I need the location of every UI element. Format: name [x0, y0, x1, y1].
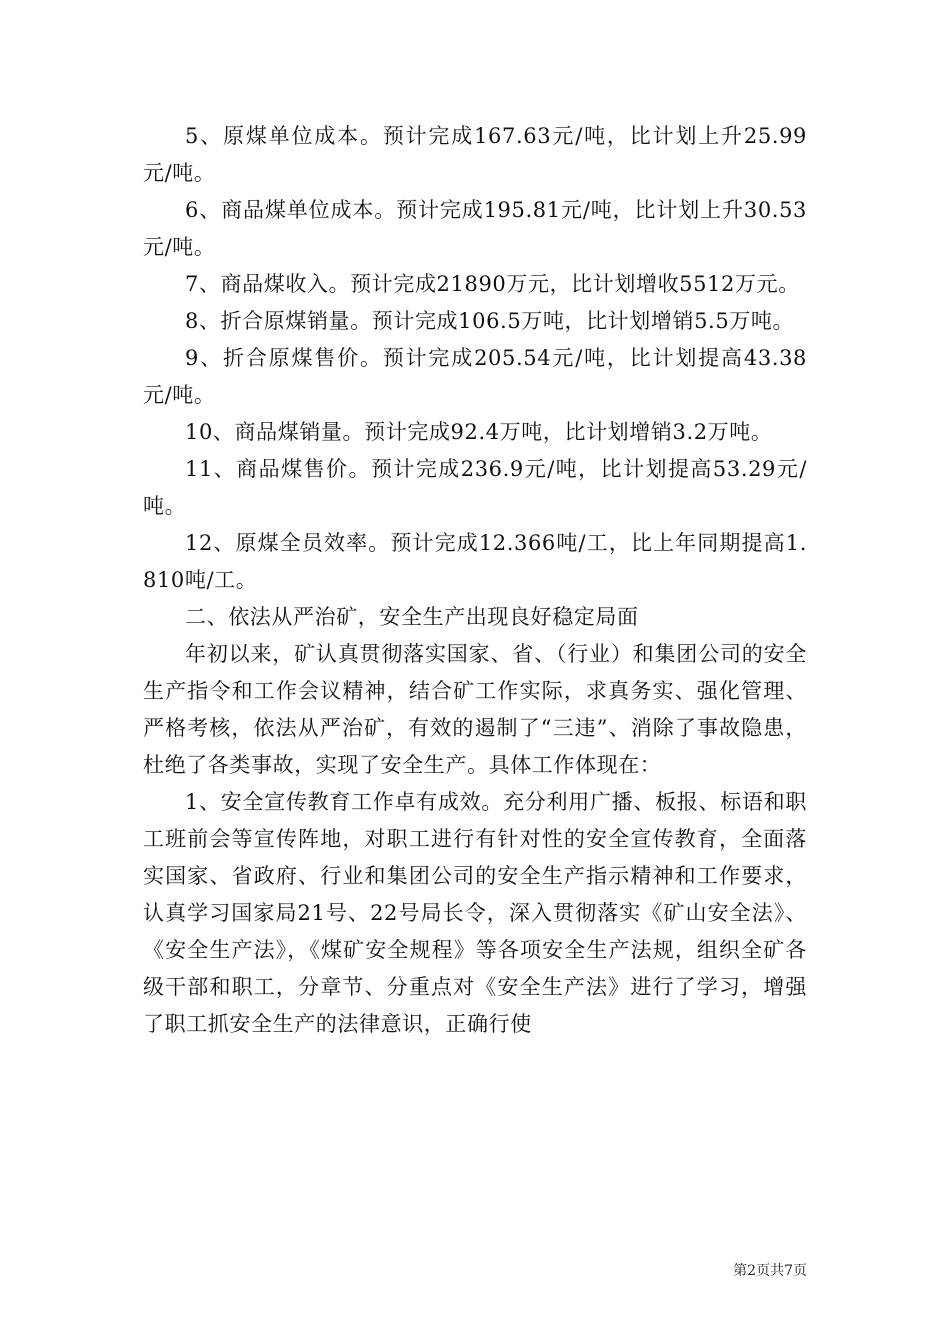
paragraph-safety-education: 1、安全宣传教育工作卓有成效。充分利用广播、板报、标语和职工班前会等宣传阵地，对职工进行有针对性的安全宣传教育，全面落实国家、省政府、行业和集团公司的安全生产指示精神和工作要求，认真学习国家局21号、22号局长令，深入贯彻落实《矿山安全法》、《安全生产法》，《煤矿安全规程》等各项安全生产法规，组织全矿各级干部和职工，分章节、分重点对《安全生产法》进行了学习，增强了职工抓安全生产的法律意识，正确行使 — [143, 790, 807, 1036]
page-number: 第2页共7页 — [733, 1263, 807, 1279]
paragraph-item-6-commercial-coal-unit-cost: 6、商品煤单位成本。预计完成195.81元/吨，比计划上升30.53元/吨。 — [143, 198, 807, 259]
paragraph-item-9-raw-coal-price: 9、折合原煤售价。预计完成205.54元/吨，比计划提高43.38元/吨。 — [143, 346, 807, 407]
paragraph-item-11-commercial-coal-price: 11、商品煤售价。预计完成236.9元/吨，比计划提高53.29元/吨。 — [143, 457, 807, 518]
section-heading-safety: 二、依法从严治矿，安全生产出现良好稳定局面 — [185, 605, 639, 629]
paragraph-item-5-raw-coal-unit-cost: 5、原煤单位成本。预计完成167.63元/吨，比计划上升25.99元/吨。 — [143, 124, 807, 185]
paragraph-safety-intro: 年初以来，矿认真贯彻落实国家、省、（行业）和集团公司的安全生产指令和工作会议精神，结合矿工作实际，求真务实、强化管理、严格考核，依法从严治矿，有效的遏制了“三违”、消除了事故隐患，杜绝了各类事故，实现了安全生产。具体工作体现在： — [143, 642, 807, 777]
paragraph-item-10-commercial-coal-sales-volume: 10、商品煤销量。预计完成92.4万吨，比计划增销3.2万吨。 — [185, 420, 773, 444]
paragraph-item-8-raw-coal-sales-volume: 8、折合原煤销量。预计完成106.5万吨，比计划增销5.5万吨。 — [185, 309, 795, 333]
paragraph-item-12-raw-coal-efficiency: 12、原煤全员效率。预计完成12.366吨/工，比上年同期提高1.810吨/工。 — [143, 531, 807, 592]
document-body — [143, 118, 807, 1043]
paragraph-item-7-commercial-coal-revenue: 7、商品煤收入。预计完成21890万元，比计划增收5512万元。 — [185, 272, 800, 296]
